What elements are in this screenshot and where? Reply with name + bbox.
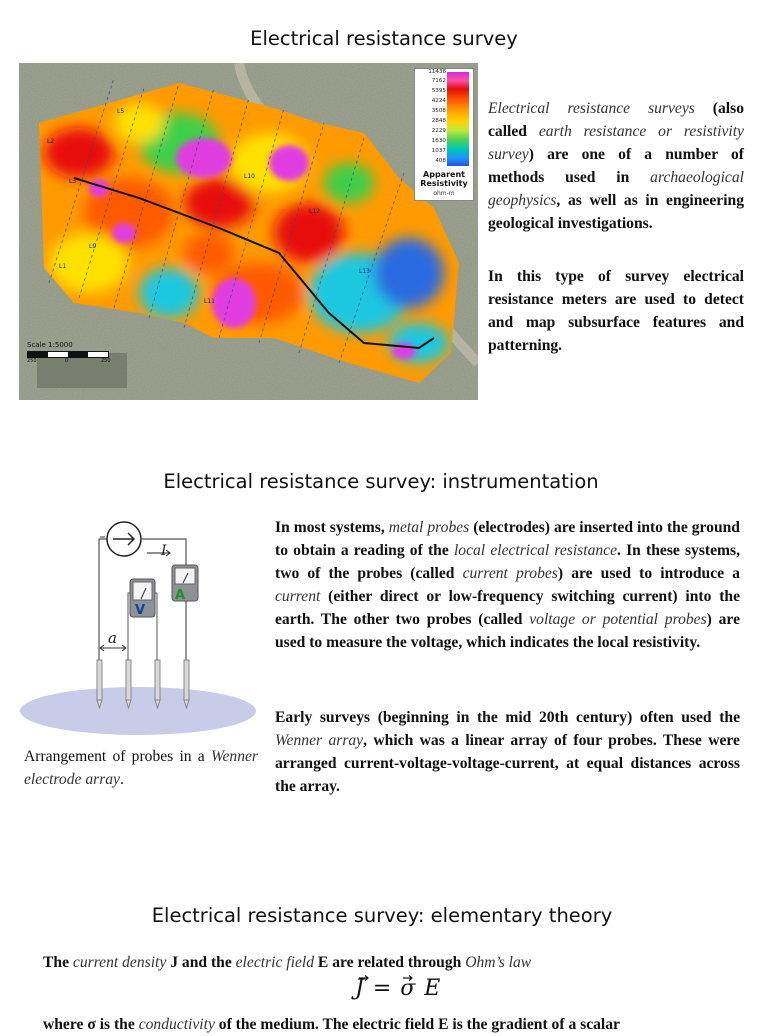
current-label: I <box>161 543 167 559</box>
electrode-probe <box>97 660 102 700</box>
voltmeter-label: V <box>135 603 146 618</box>
line-label: L11 <box>204 298 215 305</box>
resistivity-map <box>19 63 478 400</box>
section3-paragraph-1: The current density J and the electric field E are related through Ohm’s law <box>43 954 532 971</box>
line-label: L5 <box>117 108 125 115</box>
legend-value: 7162 <box>431 78 446 84</box>
legend-value: 2229 <box>431 128 446 134</box>
scale-tick: 250 <box>27 358 37 364</box>
legend-value: 2848 <box>431 118 446 124</box>
map-scale <box>27 341 127 366</box>
scale-label: Scale 1:5000 <box>27 341 73 349</box>
electrode-probe <box>126 660 131 700</box>
scale-tick: 0 <box>65 358 69 364</box>
section2-paragraph-1: In most systems, metal probes (electrodes) are inserted into the ground to obtain a reading of the local electrical resistance. In these systems, two of the probes (called current probes) are used to introduce a current (either direct or low-frequency switching current) into the earth. The other two probes (called voltage or potential probes) are used to measure the voltage, which indicates the local resistivity. <box>275 519 740 651</box>
line-label: L12 <box>309 208 320 215</box>
line-label: L3 <box>69 178 77 185</box>
color-scale-bar <box>447 72 469 166</box>
line-label: L2 <box>47 138 55 145</box>
line-label: L10 <box>244 173 255 180</box>
ohms-law-equation: J = σ E <box>355 976 442 1001</box>
scale-tick: 250 <box>101 358 111 364</box>
scale-bar <box>27 351 109 358</box>
legend-value: 4224 <box>431 98 446 104</box>
electrode-probe <box>155 660 160 700</box>
legend-value: 1037 <box>431 148 446 154</box>
ammeter-label: A <box>175 588 186 603</box>
section2-paragraph-2: Early surveys (beginning in the mid 20th century) often used the Wenner array, which was a linear array of four probes. These were arranged current-voltage-voltage-current, at equal distances across the array. <box>275 709 740 795</box>
electrode-probe <box>184 660 189 700</box>
legend-value: 1630 <box>431 138 446 144</box>
legend-title: Apparent Resistivity <box>420 170 468 188</box>
line-label: L1 <box>59 263 67 270</box>
section1-title: Electrical resistance survey <box>250 27 518 50</box>
section3-paragraph-2: where σ is the conductivity of the medium. The electric field E is the gradient of a scalar <box>43 1016 620 1033</box>
wenner-array-diagram <box>20 515 260 740</box>
color-scale-legend <box>414 68 474 201</box>
legend-unit: ohm-m <box>433 190 455 197</box>
spacing-label: a <box>108 629 117 647</box>
section3-title: Electrical resistance survey: elementary theory <box>151 904 613 927</box>
diagram-caption: Arrangement of probes in a Wenner electrode array. <box>24 748 258 788</box>
line-label: L9 <box>89 243 97 250</box>
ground-surface <box>20 687 256 735</box>
section1-paragraph-1: Electrical resistance surveys (also called earth resistance or resistivity survey) are one of a number of methods used in archaeological geophysics, as well as in engineering geological investigations. <box>488 100 744 232</box>
legend-value: 3508 <box>431 108 446 114</box>
section2-title: Electrical resistance survey: instrumentation <box>163 470 599 493</box>
legend-value: 11436 <box>428 69 446 75</box>
line-label: L13 <box>359 268 370 275</box>
legend-value: 408 <box>435 158 446 164</box>
section1-paragraph-2: In this type of survey electrical resistance meters are used to detect and map subsurface features and patterning. <box>488 268 744 354</box>
legend-value: 5395 <box>431 88 446 94</box>
